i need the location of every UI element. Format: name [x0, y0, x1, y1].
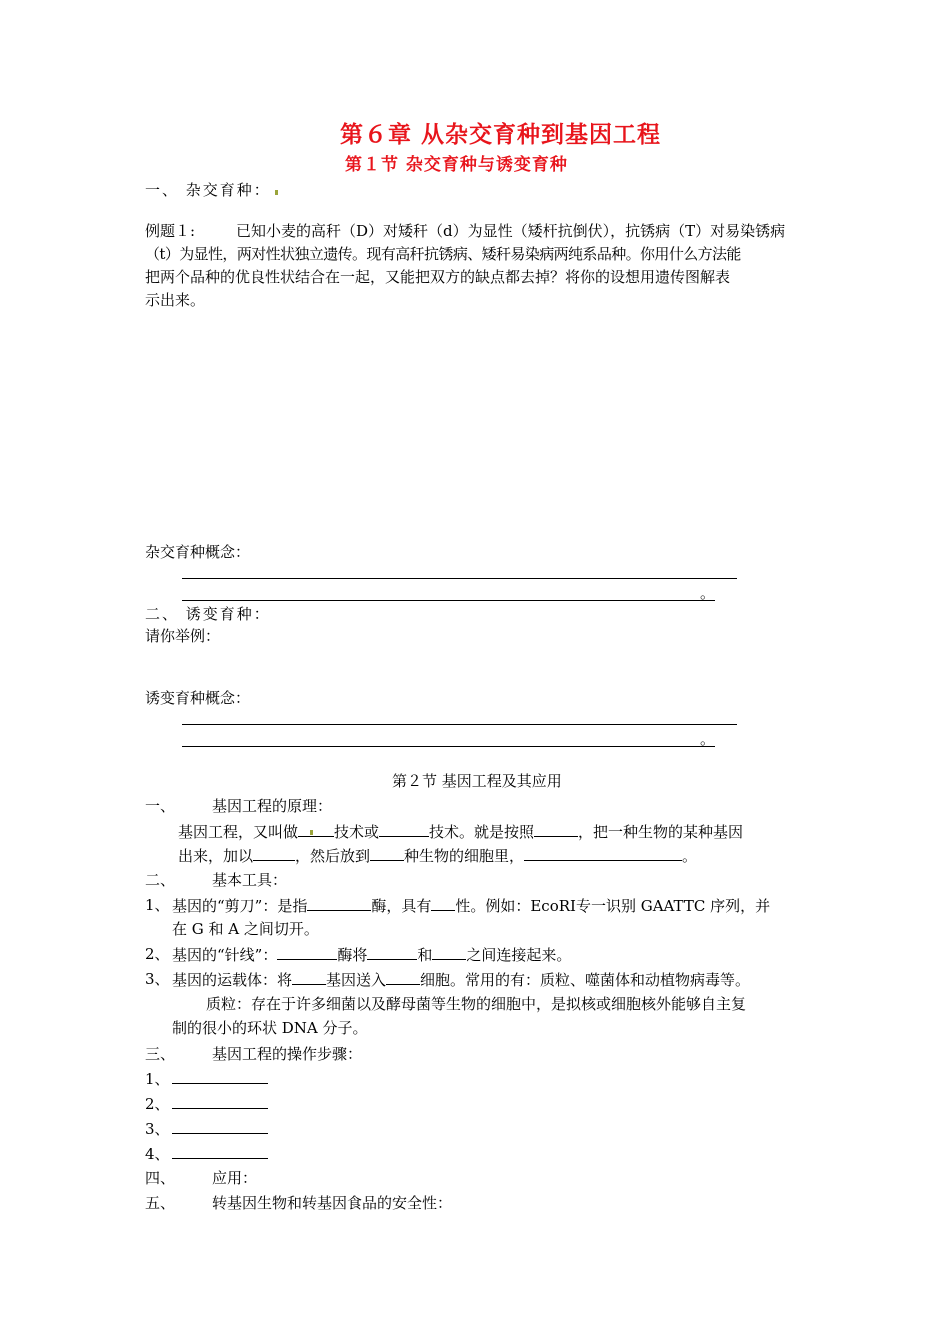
mutation-concept-blank-line-1[interactable]	[182, 724, 737, 725]
principle-text-f: ，然后放到	[295, 847, 371, 865]
plasmid-line-2: 制的很小的环状 DNA 分子。	[172, 1019, 368, 1037]
principle-heading: 基因工程的原理：	[212, 797, 333, 815]
tool3-line	[172, 969, 750, 990]
section2-title: 第２节 基因工程及其应用	[392, 772, 562, 790]
tool1-text-a: 基因的“剪刀”：是指	[172, 897, 308, 915]
tools-heading: 基本工具：	[212, 871, 288, 889]
step-4-num: 4、	[145, 1145, 170, 1163]
stray-mark-icon	[310, 830, 313, 835]
tool1-text-c: 性。例如：EcoRⅠ专一识别 GAATTC 序列，并	[455, 897, 771, 915]
example-label: 例题１:	[145, 222, 196, 240]
blank-foreign-gene[interactable]	[292, 969, 326, 985]
blank-specificity[interactable]	[431, 895, 455, 911]
principle-text-b: 技术或	[334, 823, 380, 841]
tool2-text-a: 基因的“针线”：	[172, 946, 278, 964]
application-heading-num: 四、	[145, 1169, 176, 1187]
hybrid-concept-blank-line-2[interactable]	[182, 600, 715, 601]
principle-heading-num: 一、	[145, 797, 176, 815]
step-4-blank[interactable]	[172, 1143, 268, 1159]
step-1-blank[interactable]	[172, 1068, 268, 1084]
tool2-line	[172, 944, 571, 965]
tool3-num: 3、	[145, 970, 170, 988]
stray-mark-icon	[275, 190, 278, 195]
step-1-num: 1、	[145, 1070, 170, 1088]
mutation-concept-blank-line-2[interactable]	[182, 746, 715, 747]
principle-text-c: 技术。就是按照	[429, 823, 535, 841]
example-line-1	[145, 221, 786, 241]
hybrid-breeding-heading	[145, 180, 278, 200]
blank-result[interactable]	[524, 845, 682, 861]
hybrid-concept-end: 。	[700, 584, 716, 602]
example-line-3: 把两个品种的优良性状结合在一起，又能把双方的缺点都去掉？将你的设想用遗传图解表	[145, 268, 731, 286]
principle-text-h: 。	[682, 847, 698, 865]
blank-receptor-cell[interactable]	[386, 969, 420, 985]
section1-title: 第１节 杂交育种与诱变育种	[345, 155, 568, 175]
step-3	[145, 1118, 268, 1139]
principle-text-a: 基因工程，又叫做	[178, 823, 299, 841]
principle-text-e: 出来，加以	[178, 847, 254, 865]
hybrid-concept-label: 杂交育种概念：	[145, 543, 251, 561]
blank-ligase[interactable]	[277, 944, 337, 960]
blank-joined-part-2[interactable]	[432, 944, 466, 960]
safety-heading: 转基因生物和转基因食品的安全性：	[212, 1194, 453, 1212]
hybrid-breeding-heading-text: 一、 杂交育种：	[145, 181, 271, 199]
example-text-1: 已知小麦的高秆（D）对矮秆（d）为显性（矮杆抗倒伏），抗锈病（T）对易染锈病	[236, 222, 786, 240]
tool2-text-b: 酶将	[337, 946, 368, 964]
tool3-text-c: 细胞。常用的有：质粒、噬菌体和动植物病毒等。	[420, 971, 751, 989]
principle-text-g: 种生物的细胞里，	[404, 847, 525, 865]
principle-line-1	[178, 821, 743, 842]
blank-technique[interactable]	[379, 821, 429, 837]
tool1-num: 1、	[145, 896, 170, 914]
step-2	[145, 1093, 268, 1114]
tool2-text-c: 和	[417, 946, 433, 964]
blank-joined-part-1[interactable]	[367, 944, 417, 960]
tool1-line-2: 在 G 和 A 之间切开。	[172, 920, 319, 938]
blank-modification[interactable]	[253, 845, 295, 861]
blank-target-organism[interactable]	[370, 845, 404, 861]
tool2-text-d: 之间连接起来。	[466, 946, 572, 964]
step-3-num: 3、	[145, 1120, 170, 1138]
step-4	[145, 1143, 268, 1164]
steps-heading-num: 三、	[145, 1045, 176, 1063]
mutation-concept-label: 诱变育种概念：	[145, 689, 251, 707]
step-2-num: 2、	[145, 1095, 170, 1113]
hybrid-concept-blank-line-1[interactable]	[182, 578, 737, 579]
tools-heading-num: 二、	[145, 871, 176, 889]
safety-heading-num: 五、	[145, 1194, 176, 1212]
tool3-text-b: 基因送入	[326, 971, 387, 989]
tool2-num: 2、	[145, 945, 170, 963]
step-3-blank[interactable]	[172, 1118, 268, 1134]
step-1	[145, 1068, 268, 1089]
mutation-breeding-heading: 二、 诱变育种：	[145, 605, 271, 623]
application-heading: 应用：	[212, 1169, 258, 1187]
blank-other-name[interactable]	[298, 821, 334, 837]
step-2-blank[interactable]	[172, 1093, 268, 1109]
principle-line-2	[178, 845, 697, 866]
example-line-2: （t）为显性，两对性状独立遗传。现有高秆抗锈病、矮秆易染病两纯系品种。你用什么方法能	[145, 245, 741, 263]
plasmid-line-1: 质粒：存在于许多细菌以及酵母菌等生物的细胞中，是拟核或细胞核外能够自主复	[206, 995, 747, 1013]
chapter-title: 第６章 从杂交育种到基因工程	[340, 122, 662, 148]
tool1-line-1	[172, 895, 770, 916]
blank-according-to[interactable]	[534, 821, 578, 837]
steps-heading: 基因工程的操作步骤：	[212, 1045, 363, 1063]
example-prompt: 请你举例：	[145, 627, 221, 645]
tool1-text-b: 酶，具有	[371, 897, 432, 915]
mutation-concept-end: 。	[700, 730, 716, 748]
example-line-4: 示出来。	[145, 291, 206, 309]
blank-restriction-enzyme[interactable]	[307, 895, 371, 911]
principle-text-d: ，把一种生物的某种基因	[578, 823, 744, 841]
tool3-text-a: 基因的运载体：将	[172, 971, 293, 989]
